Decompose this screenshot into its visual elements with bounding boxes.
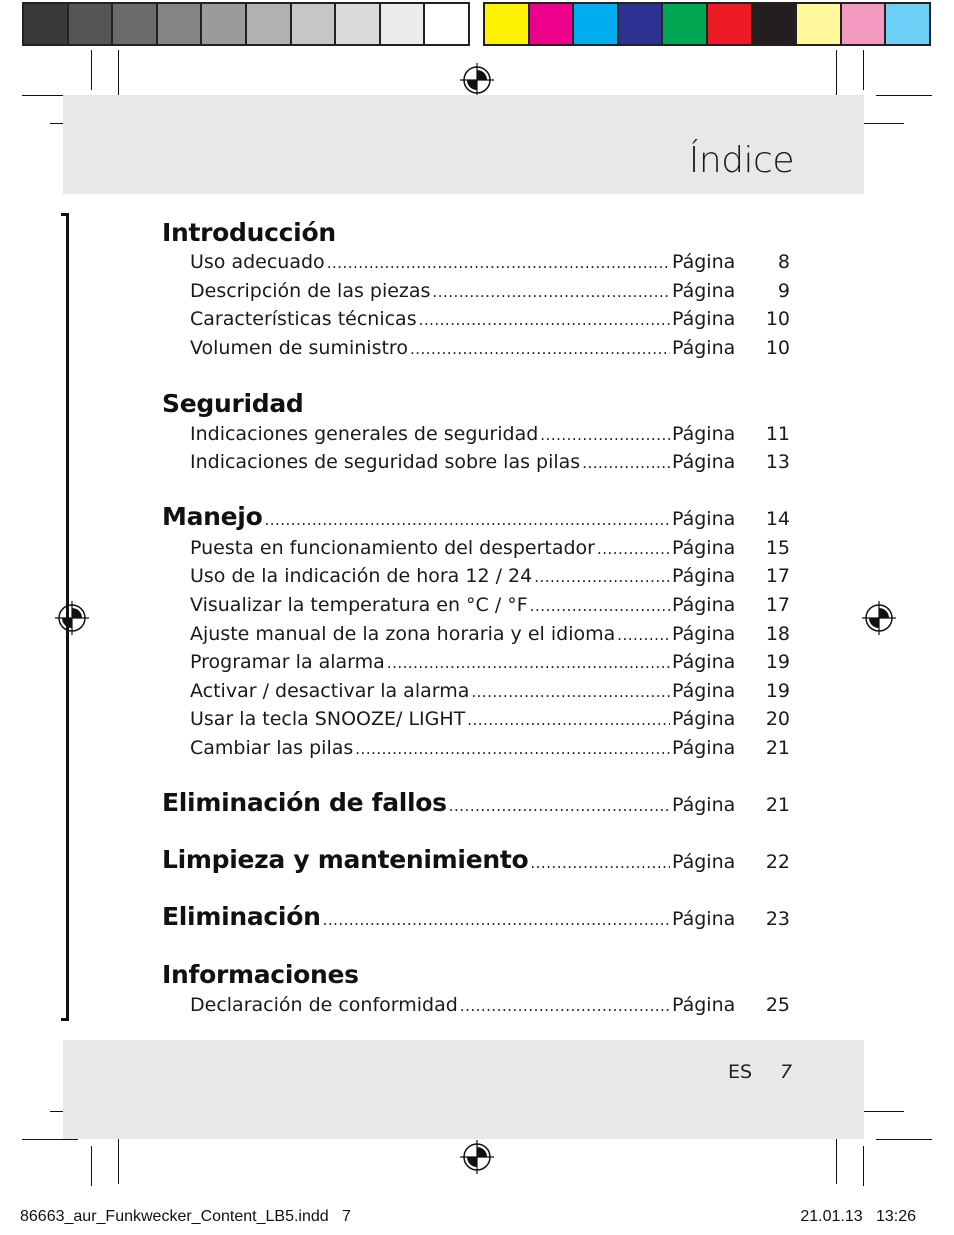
section-bracket xyxy=(61,1018,69,1021)
toc-heading-manejo[interactable]: Manejo ..... Página 14 xyxy=(162,502,790,536)
light-yellow-swatch xyxy=(797,4,842,44)
cyan-swatch xyxy=(574,4,619,44)
toc-entry[interactable]: Declaración de conformidad ..... Página 25 xyxy=(190,994,790,1020)
toc-entry[interactable]: Ajuste manual de la zona horaria y el idioma ..... Página 18 xyxy=(190,623,790,649)
toc-heading-fallos[interactable]: Eliminación de fallos ..... Página 21 xyxy=(162,788,790,822)
crop-mark xyxy=(876,1139,932,1140)
registration-mark-icon xyxy=(460,63,494,97)
toc-heading-eliminacion[interactable]: Eliminación ..... Página 23 xyxy=(162,902,790,936)
toc-entry[interactable]: Indicaciones generales de seguridad ..... Página 11 xyxy=(190,423,790,449)
slug-file: 86663_aur_Funkwecker_Content_LB5.indd 7 xyxy=(20,1208,351,1225)
light-cyan-swatch xyxy=(886,4,929,44)
blue-swatch xyxy=(619,4,664,44)
crop-mark xyxy=(863,50,864,90)
toc-heading-informaciones: Informaciones xyxy=(162,960,359,989)
gray-color-bar xyxy=(22,2,470,46)
registration-mark-icon xyxy=(460,1140,494,1174)
gray-swatch xyxy=(24,4,69,44)
gray-swatch xyxy=(158,4,203,44)
toc-entry[interactable]: Descripción de las piezas ..... Página 9 xyxy=(190,280,790,306)
toc-entry[interactable]: Cambiar las pilas ..... Página 21 xyxy=(190,737,790,763)
crop-mark xyxy=(91,1146,92,1186)
registration-mark-icon xyxy=(862,601,896,635)
crop-mark xyxy=(836,1132,837,1184)
crop-mark xyxy=(863,1146,864,1186)
crop-mark xyxy=(876,95,932,96)
gray-swatch xyxy=(425,4,468,44)
toc-entry[interactable]: Usar la tecla SNOOZE/ LIGHT ..... Página 20 xyxy=(190,708,790,734)
toc-entry[interactable]: Características técnicas ..... Página 10 xyxy=(190,308,790,334)
toc-entry[interactable]: Puesta en funcionamiento del despertador ..... Página 15 xyxy=(190,537,790,563)
crop-mark xyxy=(22,1139,78,1140)
toc-entry[interactable]: Uso adecuado ..... Página 8 xyxy=(190,251,790,277)
slug-datetime: 21.01.13 13:26 xyxy=(800,1208,916,1225)
toc-heading-limpieza[interactable]: Limpieza y mantenimiento ..... Página 22 xyxy=(162,845,790,879)
gray-swatch xyxy=(202,4,247,44)
crop-mark xyxy=(91,50,92,90)
yellow-swatch xyxy=(485,4,530,44)
toc-entry[interactable]: Programar la alarma ..... Página 19 xyxy=(190,651,790,677)
registration-mark-icon xyxy=(55,601,89,635)
gray-swatch xyxy=(69,4,114,44)
page-title: Índice xyxy=(688,140,794,181)
gray-swatch xyxy=(113,4,158,44)
page-number: 7 xyxy=(780,1061,793,1083)
black-swatch xyxy=(753,4,798,44)
gray-swatch xyxy=(381,4,426,44)
green-swatch xyxy=(663,4,708,44)
red-swatch xyxy=(708,4,753,44)
toc-heading-introduccion: Introducción xyxy=(162,218,336,247)
toc-entry[interactable]: Volumen de suministro ..... Página 10 xyxy=(190,337,790,363)
gray-swatch xyxy=(336,4,381,44)
footer-panel xyxy=(63,1040,864,1139)
gray-swatch xyxy=(292,4,337,44)
gray-swatch xyxy=(247,4,292,44)
crop-mark xyxy=(118,1132,119,1184)
process-color-bar xyxy=(483,2,931,46)
toc-entry[interactable]: Activar / desactivar la alarma ..... Página 19 xyxy=(190,680,790,706)
pink-swatch xyxy=(842,4,887,44)
toc-entry[interactable]: Uso de la indicación de hora 12 / 24 ..... Página 17 xyxy=(190,565,790,591)
language-code: ES xyxy=(728,1061,753,1083)
section-bracket xyxy=(66,213,69,1021)
toc-heading-seguridad: Seguridad xyxy=(162,389,304,418)
toc-entry[interactable]: Visualizar la temperatura en °C / °F ..... Página 17 xyxy=(190,594,790,620)
toc-entry[interactable]: Indicaciones de seguridad sobre las pilas ..... Página 13 xyxy=(190,451,790,477)
magenta-swatch xyxy=(530,4,575,44)
section-bracket xyxy=(61,213,69,216)
